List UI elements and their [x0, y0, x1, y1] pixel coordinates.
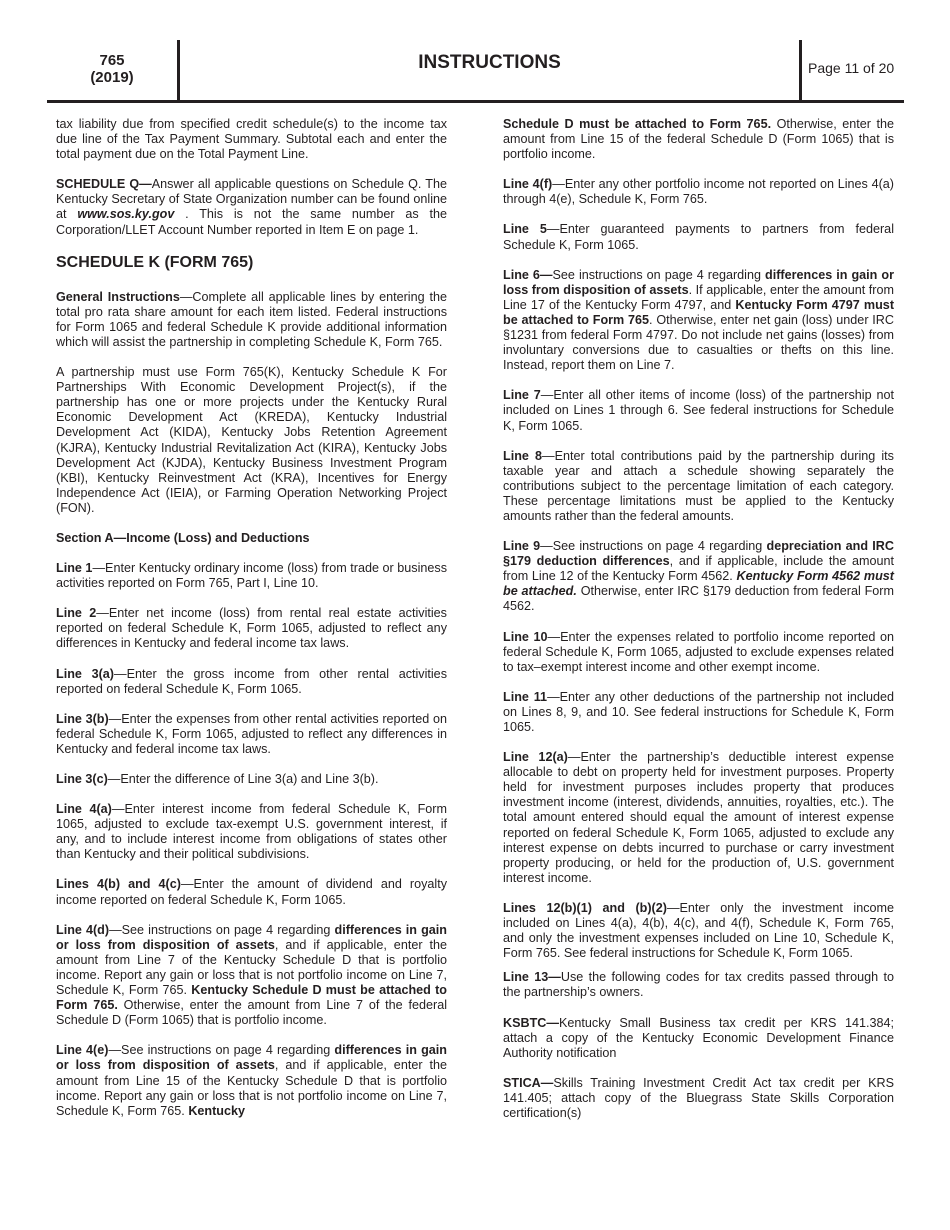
- paragraph-general-instructions: General Instructions—Complete all applicable lines by entering the total pro rata share amount for each item listed. Federal instructions for Form 1065 and federal Schedule K provide additional information which will assist the partnership in completing Schedule K, Form 765.: [56, 289, 447, 349]
- line-1-instruction: Line 1—Enter Kentucky ordinary income (loss) from trade or business activities reported on Form 765, Part I, Line 10.: [56, 561, 447, 591]
- left-column: [56, 117, 447, 1134]
- ksbtc-credit-code: KSBTC—Kentucky Small Business tax credit per KRS 141.384; attach a copy of the Kentucky Economic Development Finance Authority notification: [503, 1015, 894, 1060]
- page-title: INSTRUCTIONS: [418, 52, 561, 73]
- line-12a-instruction: Line 12(a)—Enter the partnership’s deductible interest expense allocable to debt on property held for investment purposes. Property held for investment purposes includes property that produces investment income (interest, dividends, annuities, royalties, etc.). The total amount entered should equal the amount of interest expense reported on federal Schedule K, Form 1065, adjusted to exclude any interest expense on debts incurred to purchase or carry investment property producing, or held for the production of, U.S. government interest income.: [503, 750, 894, 885]
- form-identifier: [47, 52, 177, 86]
- section-heading-schedule-k: SCHEDULE K (FORM 765): [56, 253, 254, 271]
- paragraph-form-765k: A partnership must use Form 765(K), Kentucky Schedule K For Partnerships With Economic Development Project(s), if the partnership has one or more projects under the Kentucky Rural Economic Development Act (KREDA), Kentucky Industrial Development Act (KIDA), Kentucky Jobs Retention Agreement (KJRA), Kentucky Industrial Revitalization Act (KIRA), Kentucky Jobs Development Act (KJDA), Kentucky Business Investment Program (KBI), Kentucky Reinvestment Act (KRA), Incentives for Energy Independence Act (IEIA), or Farming Operation Networking Project (FON).: [56, 365, 447, 515]
- page-number: Page 11 of 20: [808, 60, 895, 76]
- form-number: 765: [99, 52, 125, 69]
- line-13-instruction: Line 13—Use the following codes for tax credits passed through to the partnership’s owners.: [503, 970, 894, 1000]
- paragraph-tax-liability: tax liability due from specified credit schedule(s) to the income tax due line of the Tax Payment Summary. Subtotal each and enter the total payment due on the Total Payment Line.: [56, 117, 447, 162]
- line-3c-instruction: Line 3(c)—Enter the difference of Line 3(a) and Line 3(b).: [56, 772, 379, 786]
- line-4e-instruction: Line 4(e)—See instructions on page 4 regarding differences in gain or loss from disposition of assets, and if applicable, enter the amount from Line 15 of the Kentucky Schedule D that is portfolio income. Report any gain or loss that is not portfolio income on Line 7, Schedule K, Form 765. Kentucky: [56, 1043, 447, 1118]
- line-2-instruction: Line 2—Enter net income (loss) from rental real estate activities reported on federal Schedule K, Form 1065, adjusted to reflect any differences in Kentucky and federal income tax laws.: [56, 606, 447, 651]
- line-3b-instruction: Line 3(b)—Enter the expenses from other rental activities reported on federal Schedule K, Form 1065, adjusted to reflect any differences in Kentucky and federal income tax laws.: [56, 711, 447, 756]
- sos-url-link[interactable]: www.sos.ky.gov: [77, 207, 175, 222]
- paragraph-schedule-q: SCHEDULE Q—Answer all applicable questions on Schedule Q. The Kentucky Secretary of State Organization number can be found online at www.sos.ky.gov . This is not the same number as the Corporation/LLET Account Number reported in Item E on page 1.: [56, 177, 447, 237]
- line-4a-instruction: Line 4(a)—Enter interest income from federal Schedule K, Form 1065, adjusted to exclude tax-exempt U.S. government interest, if any, and to include interest income from obligations of states other than Kentucky and their political subdivisions.: [56, 802, 447, 862]
- section-a-heading: Section A—Income (Loss) and Deductions: [56, 530, 310, 545]
- header-rule: [47, 100, 904, 103]
- line-4bc-instruction: Lines 4(b) and 4(c)—Enter the amount of dividend and royalty income reported on federal Schedule K, Form 1065.: [56, 877, 447, 907]
- line-11-instruction: Line 11—Enter any other deductions of the partnership not included on Lines 8, 9, and 10. See federal instructions for Schedule K, Form 1065.: [503, 689, 894, 734]
- right-column: [503, 117, 894, 1136]
- line-10-instruction: Line 10—Enter the expenses related to portfolio income reported on federal Schedule K, Form 1065, adjusted to exclude expenses related to tax–exempt interest income and other exempt income.: [503, 629, 894, 674]
- line-4d-instruction: Line 4(d)—See instructions on page 4 regarding differences in gain or loss from disposition of assets, and if applicable, enter the amount from Line 7 of the Kentucky Schedule D that is portfolio income. Report any gain or loss that is not portfolio income on Line 7, Schedule K, Form 765. Kentucky Schedule D must be attached to Form 765. Otherwise, enter the amount from Line 7 of the federal Schedule D (Form 1065) that is portfolio income.: [56, 922, 447, 1028]
- line-8-instruction: Line 8—Enter total contributions paid by the partnership during its taxable year and attach a schedule showing separately the contributions subject to the percentage limitation of each category. These percentage limitations must be applied to the Kentucky amounts rather than the federal amounts.: [503, 448, 894, 523]
- line-4e-continued: Schedule D must be attached to Form 765. Otherwise, enter the amount from Line 15 of the federal Schedule D (Form 1065) that is portfolio income.: [503, 117, 894, 162]
- line-3a-instruction: Line 3(a)—Enter the gross income from other rental activities reported on federal Schedule K, Form 1065.: [56, 666, 447, 696]
- schedule-q-label: SCHEDULE Q—: [56, 177, 152, 192]
- line-5-instruction: Line 5—Enter guaranteed payments to partners from federal Schedule K, Form 1065.: [503, 222, 894, 252]
- header-divider-right: [799, 40, 802, 101]
- page-header: [47, 40, 904, 102]
- line-7-instruction: Line 7—Enter all other items of income (loss) of the partnership not included on Lines 1 through 6. See federal instructions for Schedule K, Form 1065.: [503, 388, 894, 433]
- line-4f-instruction: Line 4(f)—Enter any other portfolio income not reported on Lines 4(a) through 4(e), Schedule K, Form 765.: [503, 177, 894, 207]
- line-12b-instruction: Lines 12(b)(1) and (b)(2)—Enter only the investment income included on Lines 4(a), 4(b), 4(c), and 4(f), Schedule K, Form 765, and only the investment expenses included on Line 10, Schedule K, Form 765. See federal instructions for Schedule K, Form 1065.: [503, 900, 894, 961]
- form-year: (2019): [90, 69, 134, 86]
- line-9-instruction: Line 9—See instructions on page 4 regarding depreciation and IRC §179 deduction differences, and if applicable, include the amount from Line 12 of the Kentucky Form 4562. Kentucky Form 4562 must be attached. Otherwise, enter IRC §179 deduction from federal Form 4562.: [503, 539, 894, 614]
- stica-credit-code: STICA—Skills Training Investment Credit Act tax credit per KRS 141.405; attach copy of the Bluegrass State Skills Corporation certification(s): [503, 1075, 894, 1120]
- line-6-instruction: Line 6—See instructions on page 4 regarding differences in gain or loss from disposition of assets. If applicable, enter the amount from Line 17 of the Kentucky Form 4797, and Kentucky Form 4797 must be attached to Form 765. Otherwise, enter net gain (loss) under IRC §1231 from federal Form 4797. Do not include net gains (losses) from involuntary conversions due to casualties or thefts on this line. Instead, report them on Line 7.: [503, 267, 895, 373]
